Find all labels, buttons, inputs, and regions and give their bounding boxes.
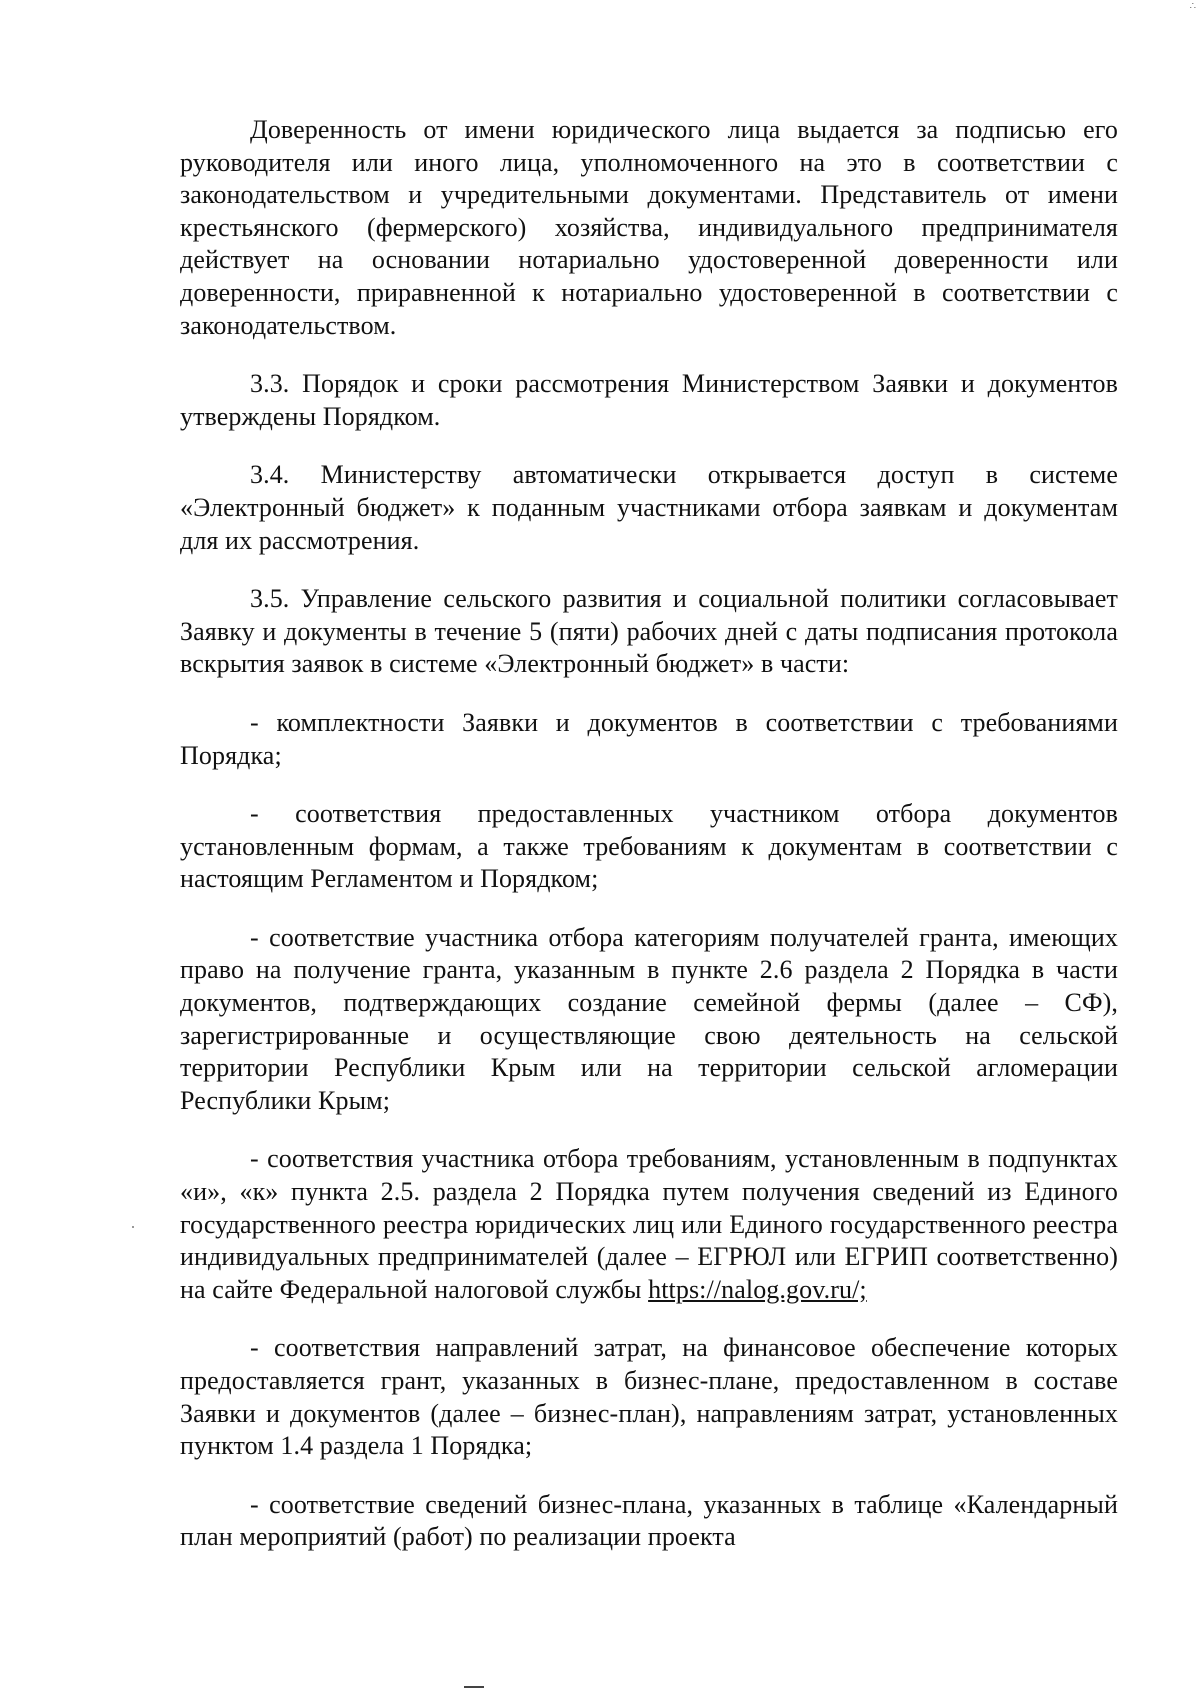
list-item-text: - соответствия предоставленных участником отбора документов установленным формам, а также требованиям к документам в соответствии с настоящим Регламентом и Порядком; xyxy=(180,799,1118,894)
paragraph-3-5 xyxy=(180,583,1118,681)
list-item-cost-directions xyxy=(180,1332,1118,1462)
list-item-egrul-check xyxy=(180,1143,1118,1306)
paragraph-3-4 xyxy=(180,459,1118,557)
paragraph-text: 3.3. Порядок и сроки рассмотрения Министерством Заявки и документов утверждены Порядком. xyxy=(180,369,1118,431)
list-item-document-forms xyxy=(180,798,1118,896)
document-body xyxy=(180,114,1118,1579)
paragraph-power-of-attorney xyxy=(180,114,1118,342)
list-item-completeness xyxy=(180,707,1118,772)
list-item-text: - соответствия участника отбора требованиям, установленным в подпунктах «и», «к» пункта 2.5. раздела 2 Порядка путем получения сведений из Единого государственного реестра юридических лиц или Единого государственного реестра индивидуальных предпринимателей (далее – ЕГРЮЛ или ЕГРИП соответственно) на сайте Федеральной налоговой службы xyxy=(180,1144,1118,1304)
paragraph-text: 3.5. Управление сельского развития и социальной политики согласовывает Заявку и документы в течение 5 (пяти) рабочих дней с даты подписания протокола вскрытия заявок в системе «Электронный бюджет» в части: xyxy=(180,584,1118,679)
paragraph-text: Доверенность от имени юридического лица выдается за подписью его руководителя или иного лица, уполномоченного на это в соответствии с законодательством и учредительными документами. Представитель от имени крестьянского (фермерского) хозяйства, индивидуального предпринимателя действует на основании нотариально удостоверенной доверенности или доверенности, приравненной к нотариально удостоверенной в соответствии с законодательством. xyxy=(180,115,1118,340)
list-item-business-plan xyxy=(180,1489,1118,1554)
list-item-text: - комплектности Заявки и документов в соответствии с требованиями Порядка; xyxy=(180,707,1118,770)
list-item-text: - соответствия направлений затрат, на финансовое обеспечение которых предоставляется грант, указанных в бизнес-плане, предоставленном в составе Заявки и документов (далее – бизнес-план), направлениям затрат, установленных пунктом 1.4 раздела 1 Порядка; xyxy=(180,1333,1118,1461)
paragraph-3-3 xyxy=(180,368,1118,433)
paragraph-text: 3.4. Министерству автоматически открывается доступ в системе «Электронный бюджет» к поданным участниками отбора заявкам и документам для их рассмотрения. xyxy=(180,460,1118,555)
scan-speck xyxy=(132,1226,134,1228)
scan-artifact-mark: ∴ xyxy=(1189,1,1196,12)
list-item-text: - соответствие сведений бизнес-плана, указанных в таблице «Календарный план мероприятий (работ) по реализации проекта xyxy=(180,1489,1118,1552)
tax-service-link[interactable]: https://nalog.gov.ru/; xyxy=(648,1274,867,1304)
page-bottom-dash xyxy=(464,1686,484,1688)
list-item-recipient-category xyxy=(180,922,1118,1118)
list-item-text: - соответствие участника отбора категориям получателей гранта, имеющих право на получение гранта, указанным в пункте 2.6 раздела 2 Порядка в части документов, подтверждающих создание семейной фермы (далее – СФ), зарегистрированные и осуществляющие свою деятельность на сельской территории Республики Крым или на территории сельской агломерации Республики Крым; xyxy=(180,922,1118,1115)
